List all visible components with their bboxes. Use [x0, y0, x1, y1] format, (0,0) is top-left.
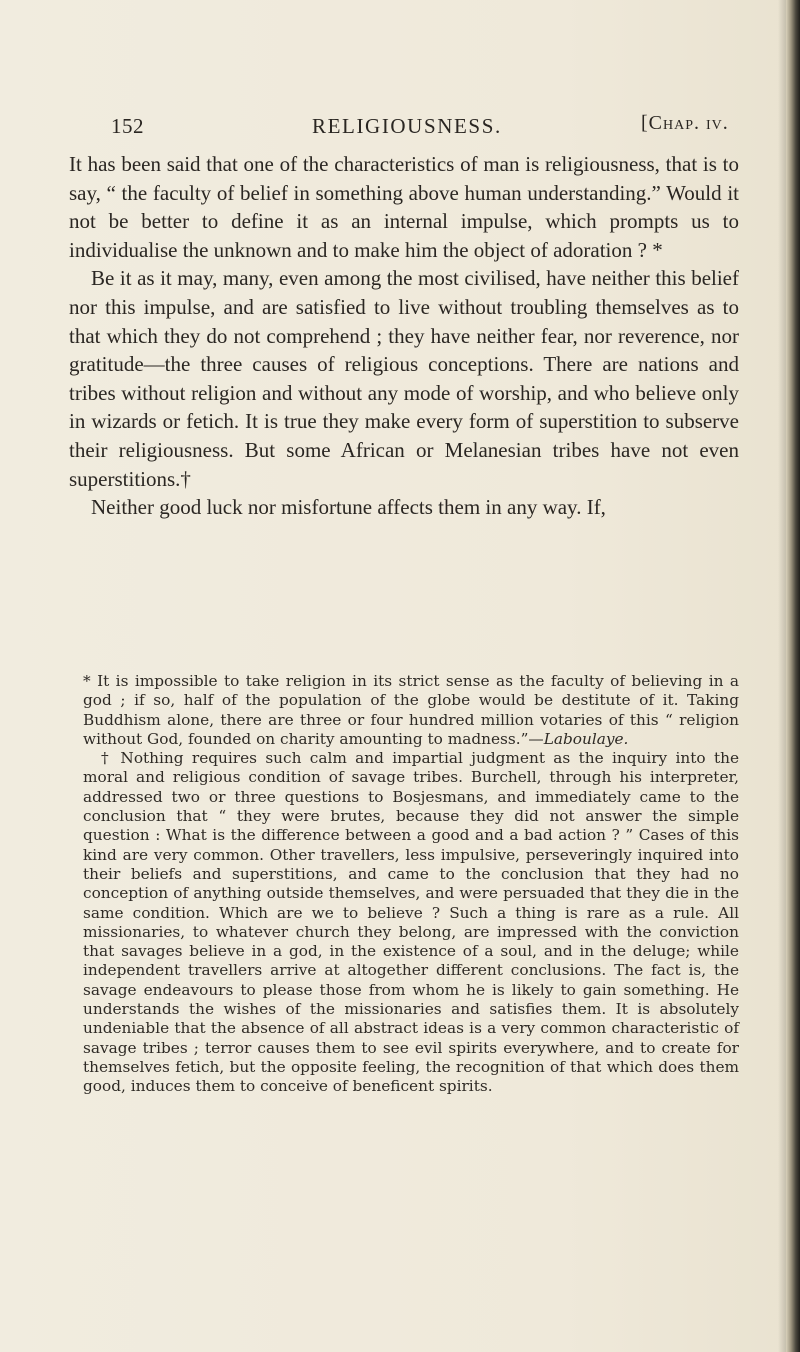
paragraph: Be it as it may, many, even among the most civilised, have neither this belief nor this impulse, and are satisfied to live without troubling themselves as to that which they do not comprehend ; they have neither fear, nor reverence, nor gratitude—the three causes of religious conceptions. There are nations and tribes without religion and without any mode of worship, and who believe only in wizards or fetich. It is true they make every form of superstition to subserve their religiousness. But some African or Melanesian tribes have not even superstitions.†: [69, 266, 739, 491]
footnote-1-author: Laboulaye.: [543, 729, 629, 748]
main-text: [69, 150, 739, 522]
footnote-2: † Nothing requires such calm and impartial judgment as the inquiry into the moral and religious condition of savage tribes. Burchell, through his interpreter, addressed two or three questions to Bosjesmans, and immediately came to the conclusion that “ they were brutes, because they did not answer the simple question : What is the difference between a good and a bad action ? ” Cases of this kind are very common. Other travellers, less impulsive, perseveringly inquired into their beliefs and superstitions, and came to the conclusion that they had no conception of anything outside themselves, and were persuaded that they die in the same condition. Which are we to believe ? Such a thing is rare as a rule. All missionaries, to whatever church they belong, are impressed with the conviction that savages believe in a god, in the existence of a soul, and in the deluge; while independent travellers arrive at altogether different conclusions. The fact is, the savage endeavours to please those from whom he is likely to gain something. He understands the wishes of the missionaries and satisfies them. It is absolutely undeniable that the absence of all abstract ideas is a very common characteristic of savage tribes ; terror causes them to see evil spirits everywhere, and to create for themselves fetich, but the opposite feeling, the recognition of that which does them good, induces them to conceive of beneficent spirits.: [83, 749, 739, 1096]
chapter-reference: [Chap. iv.: [641, 112, 729, 134]
footnote-1-text: * It is impossible to take religion in its strict sense as the faculty of believing in a god ; if so, half of the population of the globe would be destitute of it. Taking Buddhism alone, there are three or four hundred million votaries of this “ religion without God, founded on charity amounting to madness.”—: [83, 672, 739, 748]
footnotes: [83, 672, 739, 1097]
footnote-1: [83, 672, 739, 749]
paragraph: Neither good luck nor misfortune affects them in any way. If,: [91, 495, 606, 520]
book-binding-edge: [786, 0, 800, 1352]
page-header: [0, 112, 800, 142]
paragraph: It has been said that one of the characteristics of man is religiousness, that is to say, “ the faculty of belief in something above human understanding.” Would it not be better to define it as an internal impulse, which prompts us to individualise the unknown and to make him the object of adoration ? *: [69, 152, 739, 262]
page-number: 152: [111, 114, 144, 138]
running-head: RELIGIOUSNESS.: [312, 114, 502, 138]
